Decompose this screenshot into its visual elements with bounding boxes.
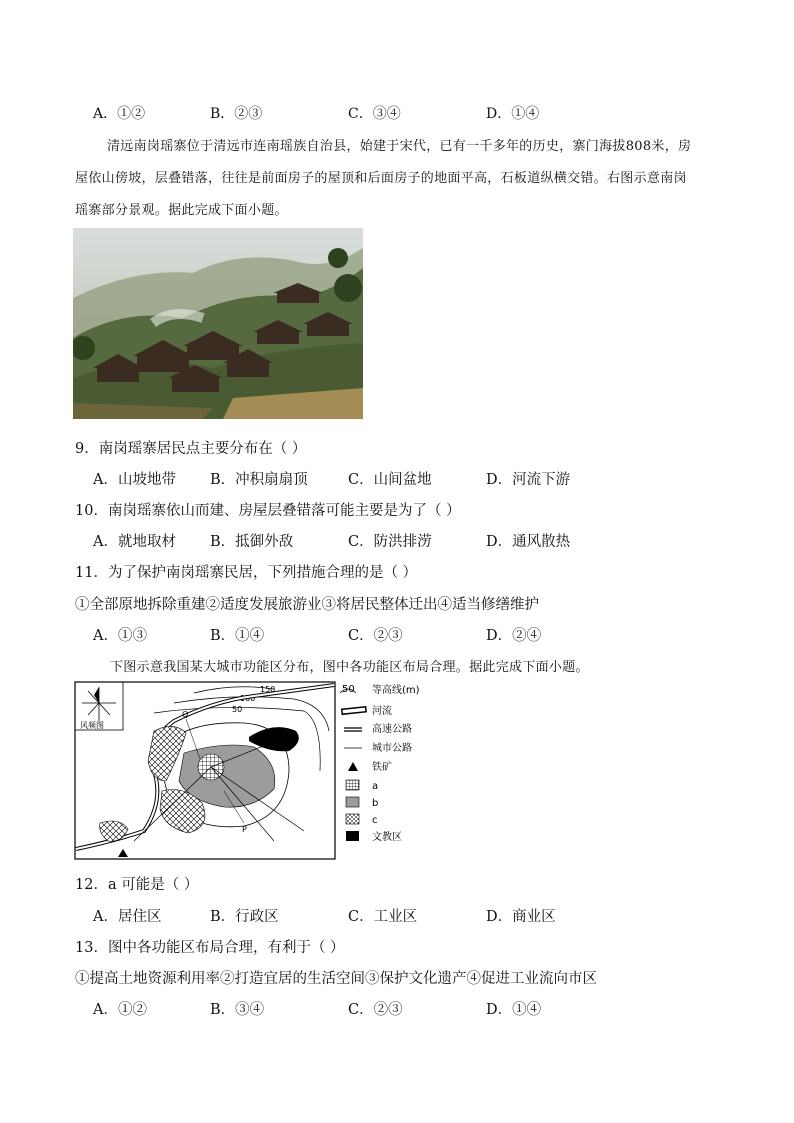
- q12-option-b: B．行政区: [210, 909, 279, 925]
- q13-option-b: B．③④: [210, 1002, 265, 1018]
- q11-option-d: D．②④: [486, 628, 542, 644]
- legend-iron: 铁矿: [372, 762, 392, 773]
- q10-stem: 10．南岗瑶寨依山而建、房屋层叠错落可能主要是为了（ ）: [75, 503, 461, 519]
- q10-option-c: C．防洪排涝: [348, 534, 432, 550]
- q11-option-a: A．①③: [93, 628, 147, 644]
- legend-iron-icon: [348, 762, 358, 771]
- q9-option-a: A．山坡地带: [93, 472, 176, 488]
- point-q: Q: [182, 710, 189, 719]
- map-legend: [340, 681, 450, 851]
- q13-option-a: A．①②: [93, 1002, 147, 1018]
- q9-option-b: B．冲积扇扇顶: [210, 472, 308, 488]
- passage1-line1: 清远南岗瑶寨位于清远市连南瑶族自治县，始建于宋代，已有一千多年的历史，寨门海拔808米，房: [107, 139, 692, 154]
- legend-b: b: [372, 798, 379, 809]
- prev-option-c: C．③④: [348, 106, 401, 122]
- q13-statements: ①提高土地资源利用率②打造宜居的生活空间③保护文化遗产④促进工业流向市区: [75, 971, 597, 987]
- q10-option-b: B．抵御外敌: [210, 534, 294, 550]
- q10-option-a: A．就地取材: [93, 534, 176, 550]
- q11-statements: ①全部原地拆除重建②适度发展旅游业③将居民整体迁出④适当修缮维护: [75, 597, 539, 613]
- q13-stem: 13．图中各功能区布局合理，有利于（ ）: [75, 940, 345, 956]
- q11-option-b: B．①④: [210, 628, 265, 644]
- contour-label-100: 100: [240, 694, 256, 703]
- passage2: 下图示意我国某大城市功能区分布，图中各功能区布局合理。据此完成下面小题。: [110, 660, 589, 675]
- legend-c: c: [372, 815, 378, 826]
- q13-option-c: C．②③: [348, 1002, 403, 1018]
- prev-option-d: D．①④: [486, 106, 540, 122]
- legend-city-road: 城市公路: [372, 743, 412, 754]
- point-p: P: [242, 825, 247, 834]
- wind-rose-label: 风频图: [80, 721, 104, 730]
- prev-option-a: A．①②: [93, 106, 146, 122]
- q12-option-c: C．工业区: [348, 909, 418, 925]
- q9-option-d: D．河流下游: [486, 472, 571, 488]
- city-function-map: [74, 681, 336, 860]
- prev-option-b: B．②③: [210, 106, 263, 122]
- q12-stem: 12．a 可能是（ ）: [75, 877, 199, 893]
- legend-highway: 高速公路: [372, 724, 412, 735]
- legend-edu: 文教区: [372, 832, 402, 843]
- contour-label-50: 50: [232, 705, 243, 714]
- q9-option-c: C．山间盆地: [348, 472, 432, 488]
- village-photo: [73, 228, 363, 419]
- contour-label-150: 150: [260, 685, 276, 694]
- passage1-line3: 瑶寨部分景观。据此完成下面小题。: [75, 203, 288, 218]
- q12-option-a: A．居住区: [93, 909, 162, 925]
- q9-stem: 9．南岗瑶寨居民点主要分布在（ ）: [75, 441, 307, 457]
- q11-stem: 11．为了保护南岗瑶寨民居，下列措施合理的是（ ）: [75, 565, 418, 581]
- legend-a: a: [372, 781, 379, 792]
- passage1-line2: 屋依山傍坡，层叠错落，往往是前面房子的屋顶和后面房子的地面平高，石板道纵横交错。右图示意南岗: [75, 171, 687, 186]
- legend-contour: 等高线(m): [372, 685, 420, 696]
- q11-option-c: C．②③: [348, 628, 403, 644]
- legend-river: 河流: [372, 706, 392, 717]
- q12-option-d: D．商业区: [486, 909, 556, 925]
- q13-option-d: D．①④: [486, 1002, 542, 1018]
- q10-option-d: D．通风散热: [486, 534, 571, 550]
- legend-contour-sample: 50: [342, 684, 355, 695]
